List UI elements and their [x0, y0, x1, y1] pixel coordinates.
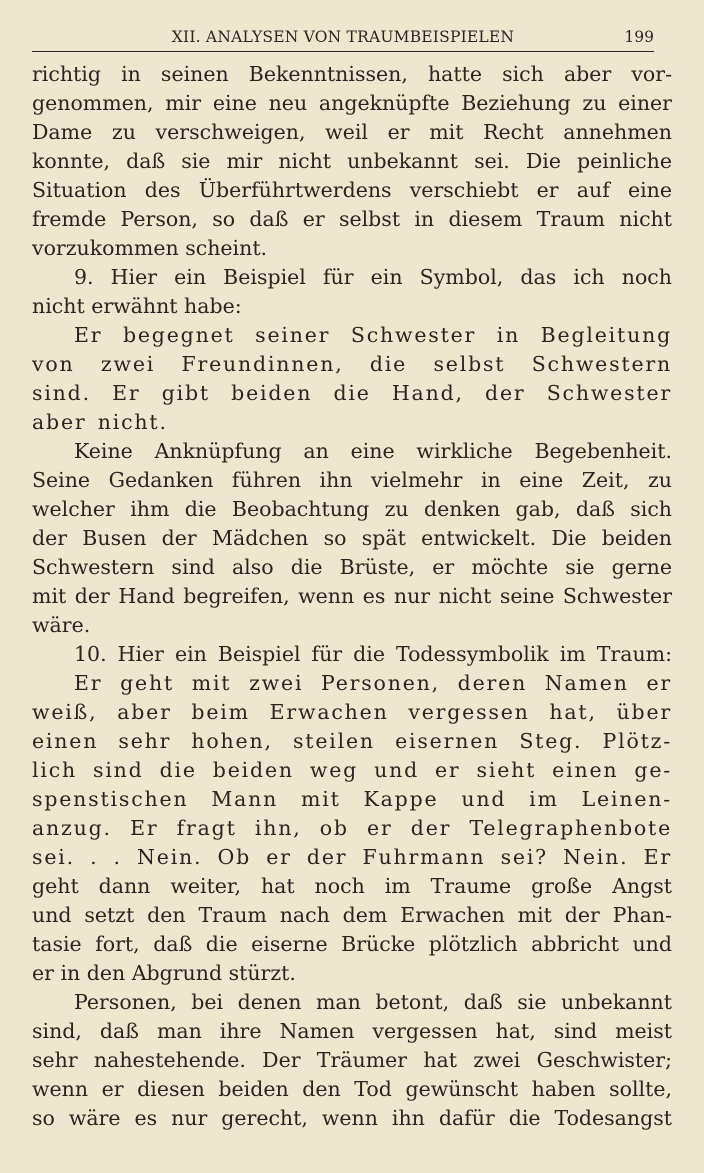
text-line: mit der Hand begreifen, wenn es nur nicht seine Schwester: [32, 584, 672, 608]
text-line: weiß, aber beim Erwachen vergessen hat, über: [32, 700, 672, 724]
text-line: wenn er diesen beiden den Tod gewünscht haben sollte,: [32, 1077, 672, 1101]
text-line: Situation des Überführtwerdens verschiebt er auf eine: [32, 178, 672, 202]
text-line: Personen, bei denen man betont, daß sie unbekannt: [74, 990, 672, 1014]
text-line: geht dann weiter, hat noch im Traume große Angst: [32, 874, 672, 898]
text-line: vorzukommen scheint.: [32, 236, 268, 260]
text-line: genommen, mir eine neu angeknüpfte Beziehung zu einer: [32, 91, 672, 115]
text-line: nicht erwähnt habe:: [32, 294, 242, 318]
text-line: Seine Gedanken führen ihn vielmehr in eine Zeit, zu: [32, 468, 672, 492]
page-header: [32, 28, 654, 52]
text-line: Dame zu verschweigen, weil er mit Recht annehmen: [32, 120, 672, 144]
body-text: [32, 60, 672, 1133]
text-line: Schwestern sind also die Brüste, er möchte sie gerne: [32, 555, 672, 579]
text-line: wäre.: [32, 613, 91, 637]
text-line: und setzt den Traum nach dem Erwachen mit der Phan-: [32, 903, 672, 927]
text-line: sei. . . Nein. Ob er der Fuhrmann sei? Nein. Er: [32, 845, 672, 869]
text-line: anzug. Er fragt ihn, ob er der Telegraphenbote: [32, 816, 672, 840]
text-line: einen sehr hohen, steilen eisernen Steg. Plötz-: [32, 729, 672, 753]
text-line: welcher ihm die Beobachtung zu denken gab, daß sich: [32, 497, 672, 521]
text-line: richtig in seinen Bekenntnissen, hatte sich aber vor-: [32, 62, 672, 86]
text-line: Er begegnet seiner Schwester in Begleitung: [74, 323, 672, 347]
text-line: Keine Anknüpfung an eine wirkliche Begebenheit.: [74, 439, 672, 463]
text-line: lich sind die beiden weg und er sieht einen ge-: [32, 758, 672, 782]
text-line: fremde Person, so daß er selbst in diesem Traum nicht: [32, 207, 672, 231]
text-line: 10. Hier ein Beispiel für die Todessymbolik im Traum:: [74, 642, 672, 666]
text-line: aber nicht.: [32, 410, 168, 434]
text-line: so wäre es nur gerecht, wenn ihn dafür die Todesangst: [32, 1106, 672, 1130]
text-line: Er geht mit zwei Personen, deren Namen er: [74, 671, 672, 695]
text-line: von zwei Freundinnen, die selbst Schwestern: [32, 352, 672, 376]
text-line: spenstischen Mann mit Kappe und im Leinen-: [32, 787, 672, 811]
text-line: sind, daß man ihre Namen vergessen hat, sind meist: [32, 1019, 672, 1043]
text-line: sind. Er gibt beiden die Hand, der Schwester: [32, 381, 672, 405]
text-line: 9. Hier ein Beispiel für ein Symbol, das ich noch: [74, 265, 672, 289]
text-line: der Busen der Mädchen so spät entwickelt. Die beiden: [32, 526, 672, 550]
page-number: 199: [624, 28, 654, 46]
running-head: XII. ANALYSEN VON TRAUMBEISPIELEN: [171, 28, 515, 46]
text-line: tasie fort, daß die eiserne Brücke plötzlich abbricht und: [32, 932, 672, 956]
text-line: sehr nahestehende. Der Träumer hat zwei Geschwister;: [32, 1048, 672, 1072]
text-line: konnte, daß sie mir nicht unbekannt sei. Die peinliche: [32, 149, 672, 173]
text-line: er in den Abgrund stürzt.: [32, 961, 296, 985]
header-rule: [32, 51, 654, 52]
